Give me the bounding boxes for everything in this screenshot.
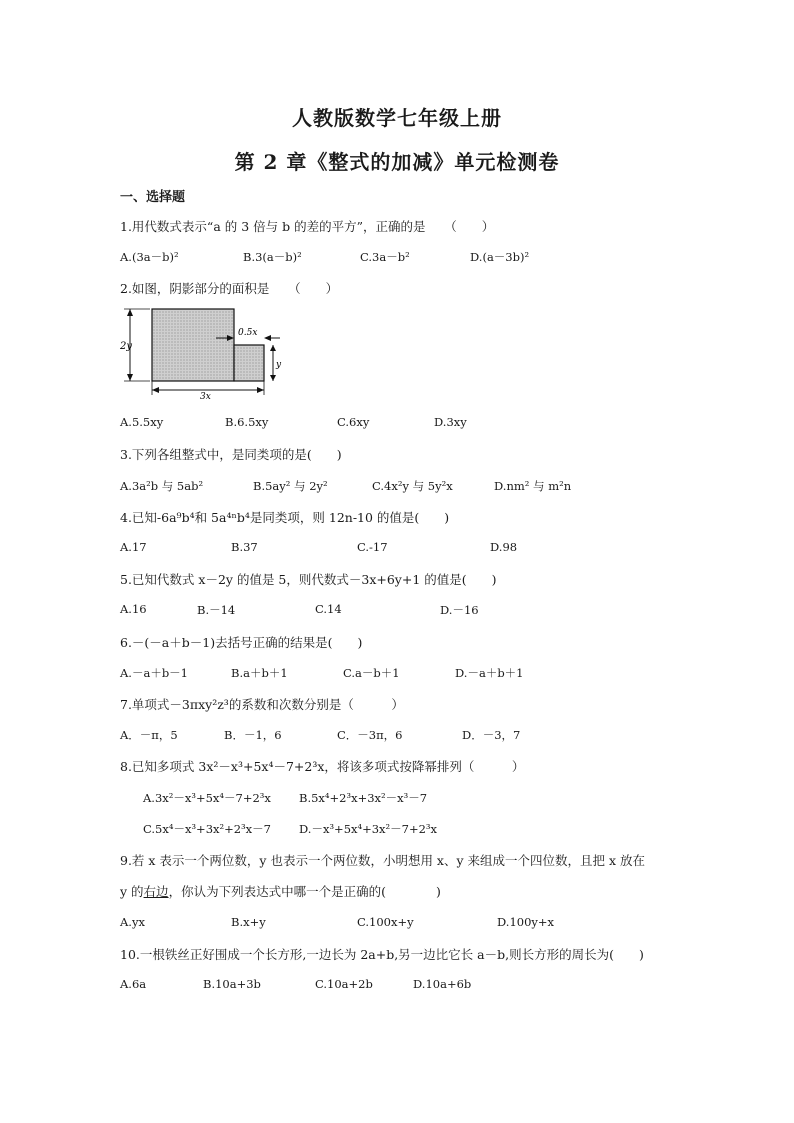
question-3-option-a: A.3a²b 与 5ab² [120,479,204,493]
document-subtitle: 第 2 章《整式的加减》单元检测卷 [234,150,560,174]
question-10-option-d: D.10a+6b [413,977,472,991]
question-4-option-c: C.-17 [357,540,388,554]
question-9-option-d: D.100y+x [497,915,555,929]
question-8-option-c: C.5x⁴－x³+3x²+2³x－7 [143,822,271,836]
question-3-stem: 3.下列各组整式中，是同类项的是( ) [120,447,342,462]
question-2-option-d: D.3xy [434,415,467,429]
question-10-option-a: A.6a [120,977,147,991]
question-7-option-b: B．－1，6 [224,728,282,742]
question-10-stem: 10.一根铁丝正好围成一个长方形,一边长为 2a+b,另一边比它长 a－b,则长方形的周长为( ) [120,947,644,962]
question-8-stem: 8.已知多项式 3x²－x³+5x⁴－7+2³x，将该多项式按降幂排列（ ） [120,759,525,774]
label-2y: 2y [120,341,133,352]
question-1-option-d: D.(a－3b)² [470,250,530,264]
question-2-option-c: C.6xy [337,415,370,429]
question-1-option-b: B.3(a－b)² [243,250,302,264]
label-y: y [276,360,282,370]
question-1-option-a: A.(3a－b)² [120,250,179,264]
large-shaded-rect [152,309,234,381]
question-4-option-a: A.17 [120,540,147,554]
question-5-option-a: A.16 [120,602,147,616]
question-4-stem: 4.已知-6a⁹b⁴和 5a⁴ⁿb⁴是同类项，则 12n-10 的值是( ) [120,510,450,525]
question-7-option-a: A．－π，5 [120,728,178,742]
question-8-option-d: D.－x³+5x⁴+3x²－7+2³x [299,822,438,836]
question-5-option-c: C.14 [315,602,342,616]
question-9-option-c: C.100x+y [357,915,414,929]
question-9-text-a: y 的 [120,884,144,899]
question-2-option-a: A.5.5xy [120,415,164,429]
question-5-option-b: B.－14 [197,603,236,617]
question-9-underlined-text: 右边 [143,884,169,899]
question-2-stem: 2.如图，阴影部分的面积是 （ ） [120,281,339,296]
question-7-option-d: D．－3，7 [462,728,521,742]
question-4-option-b: B.37 [231,540,258,554]
small-shaded-rect [234,345,264,381]
document-title: 人教版数学七年级上册 [292,106,502,130]
question-5-option-d: D.－16 [440,603,479,617]
question-3-option-b: B.5ay² 与 2y² [253,479,328,493]
section-heading: 一、选择题 [120,190,186,205]
question-3-option-d: D.nm² 与 m²n [494,479,572,493]
question-2-option-b: B.6.5xy [225,415,269,429]
question-9-option-b: B.x+y [231,915,266,929]
question-9-stem-line2 [120,882,441,900]
question-4-option-d: D.98 [490,540,518,554]
label-05x: 0.5x [238,328,258,338]
question-6-stem: 6.－(－a＋b－1)去括号正确的结果是( ) [120,635,363,650]
question-9-stem: 9.若 x 表示一个两位数，y 也表示一个两位数，小明想用 x、y 来组成一个四位数，且把 x 放在 [120,853,646,868]
question-7-stem: 7.单项式－3πxy²z³的系数和次数分别是（ ） [120,697,404,712]
question-3-option-c: C.4x²y 与 5y²x [372,479,453,493]
question-6-option-d: D.－a＋b＋1 [455,666,524,680]
label-3x: 3x [200,392,211,400]
shaded-area-figure [120,305,290,400]
question-7-option-c: C．－3π，6 [337,728,403,742]
question-6-option-c: C.a－b＋1 [343,666,400,680]
question-9-option-a: A.yx [120,915,145,929]
question-8-option-a: A.3x²－x³+5x⁴－7+2³x [143,791,271,805]
question-10-option-c: C.10a+2b [315,977,373,991]
question-1-option-c: C.3a－b² [360,250,410,264]
question-6-option-b: B.a＋b＋1 [231,666,288,680]
question-5-stem: 5.已知代数式 x－2y 的值是 5，则代数式－3x+6y+1 的值是( ) [120,572,497,587]
question-1-stem: 1.用代数式表示“a 的 3 倍与 b 的差的平方”，正确的是 （ ） [120,219,495,234]
question-10-option-b: B.10a+3b [203,977,261,991]
question-9-text-b: ，你认为下列表达式中哪一个是正确的( ) [168,884,441,899]
question-6-option-a: A.－a＋b－1 [120,666,188,680]
question-8-option-b: B.5x⁴+2³x+3x²－x³－7 [299,791,428,805]
